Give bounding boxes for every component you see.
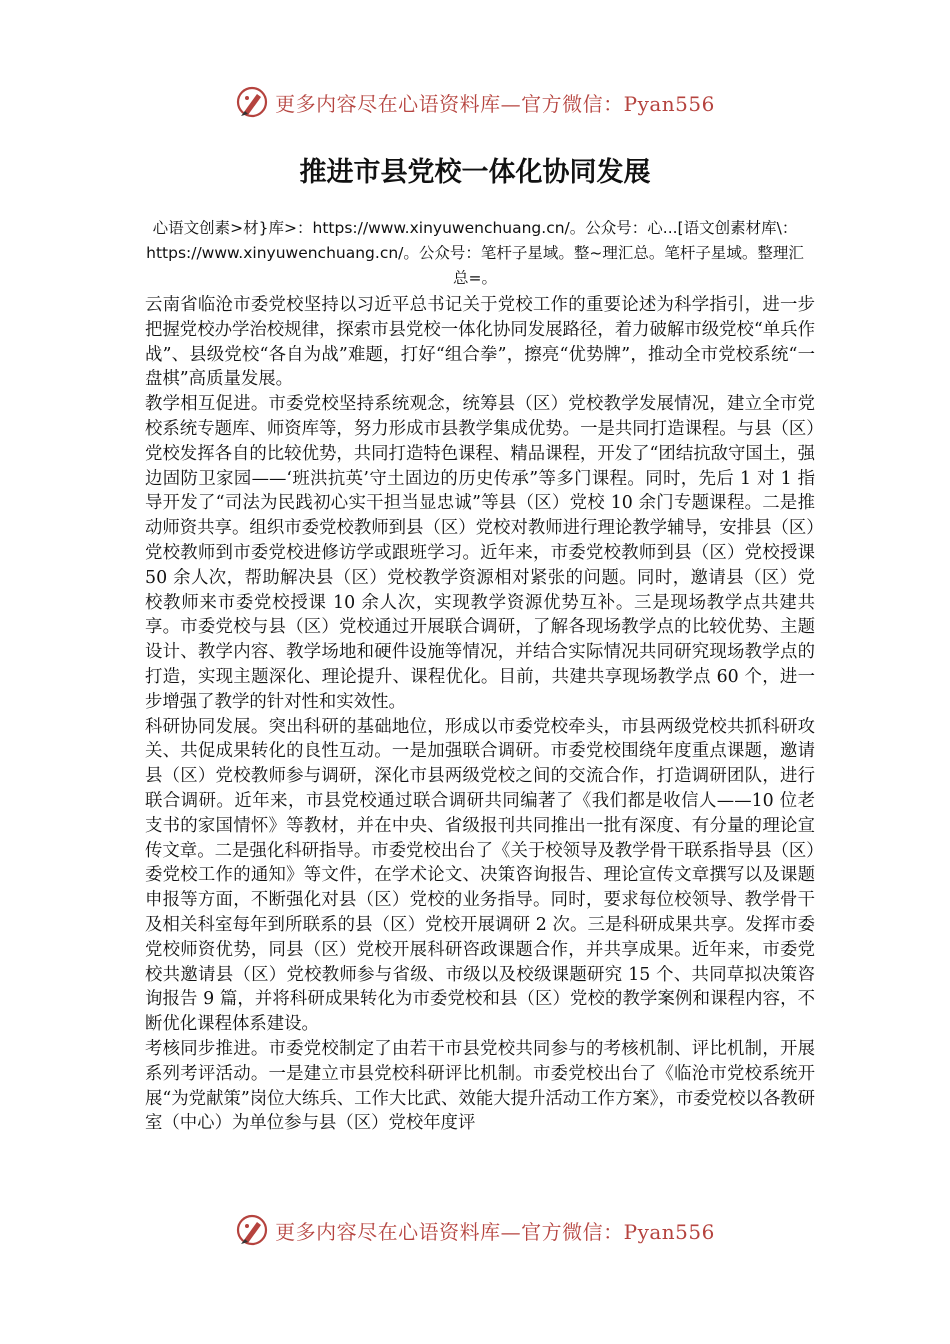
paragraph-assessment: 考核同步推进。市委党校制定了由若干市县党校共同参与的考核机制、评比机制，开展系列考评活动。一是建立市县党校科研评比机制。市委党校出台了《临沧市党校系统开展“为党献策”岗位大练兵、工作大比武、效能大提升活动工作方案》，市委党校以各教研室（中心）为单位参与县（区）党校年度评 <box>145 1038 815 1134</box>
paragraph-teaching: 教学相互促进。市委党校坚持系统观念，统筹县（区）党校教学发展情况，建立全市党校系统专题库、师资库等，努力形成市县教学集成优势。一是共同打造课程。与县（区）党校发挥各自的比较优势，共同打造特色课程、精品课程，开发了“团结抗敌守国土，强边固防卫家园——‘班洪抗英’守土固边的历史传承”等多门课程。同时，先后 1 对 1 指导开发了“司法为民践初心实干担当显忠诚”等县（区）党校 10 余门专题课程。二是推动师资共享。组织市委党校教师到县（区）党校对教师进行理论教学辅导，安排县（区）党校教师到市委党校进修访学或跟班学习。近年来，市委党校教师到县（区）党校授课 50 余人次，帮助解决县（区）党校教学资源相对紧张的问题。同时，邀请县（区）党校教师来市委党校授课 10 余人次，实现教学资源优势互补。三是现场教学点共建共享。市委党校与县（区）党校通过开展联合调研，了解各现场教学点的比较优势、主题设计、教学内容、教学场地和硬件设施等情况，并结合实际情况共同研究现场教学点的打造，实现主题深化、理论提升、课程优化。目前，共建共享现场教学点 60 个，进一步增强了教学的针对性和实效性。 <box>145 394 815 712</box>
header-banner <box>0 82 950 122</box>
document-body <box>145 293 815 1136</box>
banner-text: 更多内容尽在心语资料库—官方微信：Pyan556 <box>275 91 715 116</box>
paragraph-intro: 云南省临沧市委党校坚持以习近平总书记关于党校工作的重要论述为科学指引，进一步把握党校办学治校规律，探索市县党校一体化协同发展路径，着力破解市级党校“单兵作战”、县级党校“各自为战”难题，打好“组合拳”，擦亮“优势牌”，推动全市党校系统“一盘棋”高质量发展。 <box>145 295 815 390</box>
pen-logo-icon <box>235 1213 269 1247</box>
pen-logo-icon <box>235 85 269 119</box>
source-note: 心语文创素>材}库>：https://www.xinyuwenchuang.cn/。公众号：心...[语文创素材库\：https://www.xinyuwenchuang.cn/。公众号：笔杆子星域。整~理汇总。笔杆子星域。整理汇总=。 <box>146 219 804 287</box>
paragraph-research: 科研协同发展。突出科研的基础地位，形成以市委党校牵头，市县两级党校共抓科研攻关、共促成果转化的良性互动。一是加强联合调研。市委党校围绕年度重点课题，邀请县（区）党校教师参与调研，深化市县两级党校之间的交流合作，打造调研团队，进行联合调研。近年来，市县党校通过联合调研共同编著了《我们都是收信人——10 位老支书的家国情怀》等教材，并在中央、省级报刊共同推出一批有深度、有分量的理论宣传文章。二是强化科研指导。市委党校出台了《关于校领导及教学骨干联系指导县（区）委党校工作的通知》等文件，在学术论文、决策咨询报告、理论宣传文章撰写以及课题申报等方面，不断强化对县（区）党校的业务指导。同时，要求每位校领导、教学骨干及相关科室每年到所联系的县（区）党校开展调研 2 次。三是科研成果共享。发挥市委党校师资优势，同县（区）党校开展科研咨政课题合作，并共享成果。近年来，市委党校共邀请县（区）党校教师参与省级、市级以及校级课题研究 15 个、共同草拟决策咨询报告 9 篇，并将科研成果转化为市委党校和县（区）党校的教学案例和课程内容，不断优化课程体系建设。 <box>145 716 815 1035</box>
document-title: 推进市县党校一体化协同发展 <box>299 157 651 188</box>
banner-text: 更多内容尽在心语资料库—官方微信：Pyan556 <box>275 1219 715 1244</box>
footer-banner <box>0 1210 950 1250</box>
